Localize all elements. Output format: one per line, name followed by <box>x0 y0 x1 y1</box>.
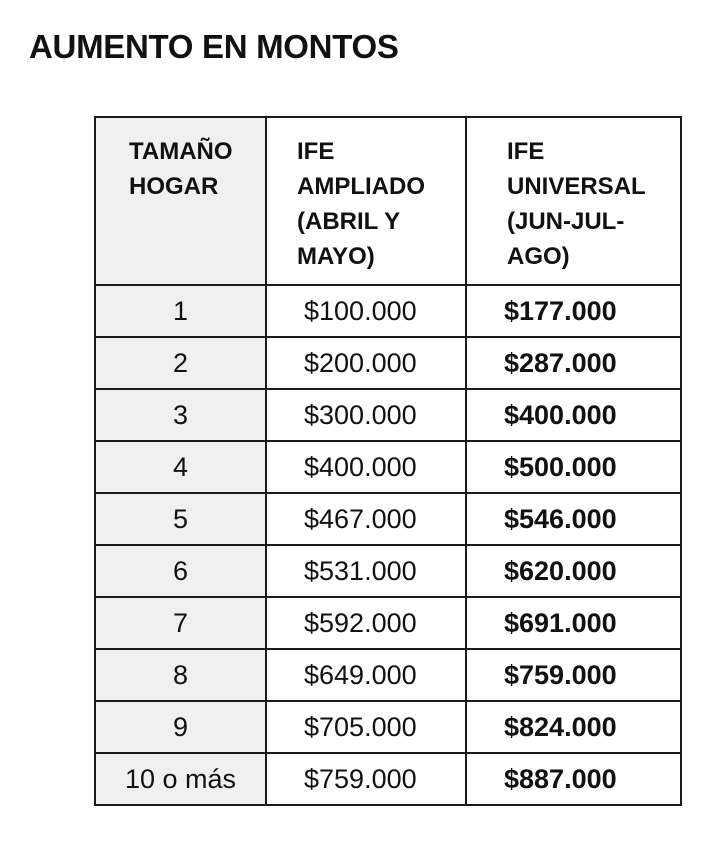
ife-ampliado-amount: $200.000 <box>266 337 466 389</box>
household-size-cell: 3 <box>95 389 266 441</box>
household-size-cell: 10 o más <box>95 753 266 805</box>
table-row <box>95 701 681 753</box>
household-size-cell: 5 <box>95 493 266 545</box>
household-size-cell: 9 <box>95 701 266 753</box>
ife-universal-amount: $287.000 <box>466 337 681 389</box>
ife-universal-amount: $500.000 <box>466 441 681 493</box>
household-size-cell: 4 <box>95 441 266 493</box>
ife-universal-amount: $177.000 <box>466 285 681 337</box>
ife-universal-amount: $400.000 <box>466 389 681 441</box>
header-ife-universal: IFE UNIVERSAL (JUN-JUL- AGO) <box>466 117 681 285</box>
household-size-cell: 8 <box>95 649 266 701</box>
table-row <box>95 545 681 597</box>
table-row <box>95 337 681 389</box>
table-body <box>95 285 681 805</box>
ife-universal-amount: $546.000 <box>466 493 681 545</box>
ife-ampliado-amount: $100.000 <box>266 285 466 337</box>
header-household-size: TAMAÑO HOGAR <box>95 117 266 285</box>
ife-ampliado-amount: $649.000 <box>266 649 466 701</box>
page-title: AUMENTO EN MONTOS <box>29 28 399 65</box>
ife-universal-amount: $824.000 <box>466 701 681 753</box>
ife-universal-amount: $691.000 <box>466 597 681 649</box>
amounts-table <box>94 116 682 806</box>
ife-ampliado-amount: $759.000 <box>266 753 466 805</box>
table-row <box>95 441 681 493</box>
household-size-cell: 6 <box>95 545 266 597</box>
header-row <box>95 117 681 285</box>
household-size-cell: 7 <box>95 597 266 649</box>
table-row <box>95 285 681 337</box>
table-row <box>95 753 681 805</box>
table-row <box>95 389 681 441</box>
ife-ampliado-amount: $300.000 <box>266 389 466 441</box>
ife-ampliado-amount: $467.000 <box>266 493 466 545</box>
table-row <box>95 493 681 545</box>
ife-ampliado-amount: $400.000 <box>266 441 466 493</box>
ife-ampliado-amount: $531.000 <box>266 545 466 597</box>
ife-ampliado-amount: $592.000 <box>266 597 466 649</box>
household-size-cell: 1 <box>95 285 266 337</box>
ife-ampliado-amount: $705.000 <box>266 701 466 753</box>
table-row <box>95 597 681 649</box>
table-header <box>95 117 681 285</box>
table-row <box>95 649 681 701</box>
household-size-cell: 2 <box>95 337 266 389</box>
ife-universal-amount: $620.000 <box>466 545 681 597</box>
ife-universal-amount: $759.000 <box>466 649 681 701</box>
header-ife-ampliado: IFE AMPLIADO (ABRIL Y MAYO) <box>266 117 466 285</box>
ife-universal-amount: $887.000 <box>466 753 681 805</box>
